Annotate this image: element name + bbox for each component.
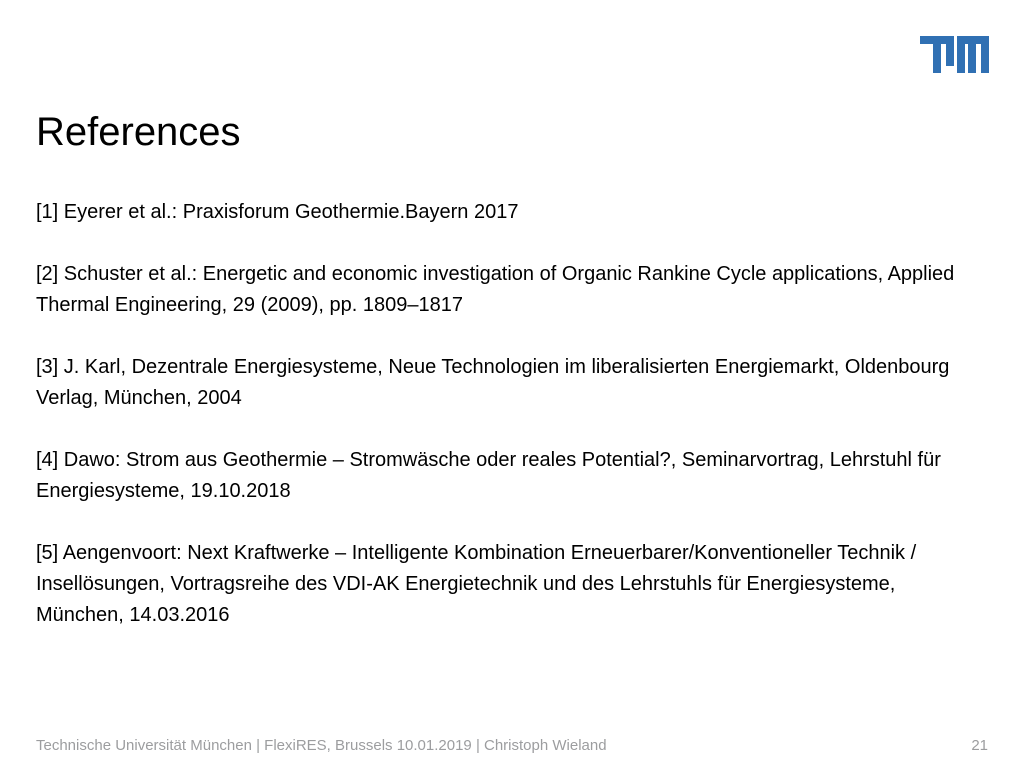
- page-number: 21: [971, 737, 988, 754]
- tum-logo: [920, 36, 989, 73]
- reference-item: [3] J. Karl, Dezentrale Energiesysteme, Neue Technologien im liberalisierten Energiemarkt, Oldenbourg Verlag, München, 2004: [36, 356, 950, 409]
- slide-title: References: [36, 110, 241, 154]
- tum-logo-icon: [920, 36, 989, 73]
- reference-item: [5] Aengenvoort: Next Kraftwerke – Intelligente Kombination Erneuerbarer/Konventioneller Technik / Insellösungen, Vortragsreihe des VDI-AK Energietechnik und des Lehrstuhls für Energiesysteme, München, 14.03.2016: [36, 542, 917, 626]
- reference-list: [36, 197, 976, 662]
- footer-text: Technische Universität München | FlexiRES, Brussels 10.01.2019 | Christoph Wieland: [36, 737, 607, 754]
- reference-item: [1] Eyerer et al.: Praxisforum Geothermie.Bayern 2017: [36, 201, 519, 223]
- reference-item: [4] Dawo: Strom aus Geothermie – Stromwäsche oder reales Potential?, Seminarvortrag, Lehrstuhl für Energiesysteme, 19.10.2018: [36, 449, 941, 502]
- reference-item: [2] Schuster et al.: Energetic and economic investigation of Organic Rankine Cycle applications, Applied Thermal Engineering, 29 (2009), pp. 1809–1817: [36, 263, 955, 316]
